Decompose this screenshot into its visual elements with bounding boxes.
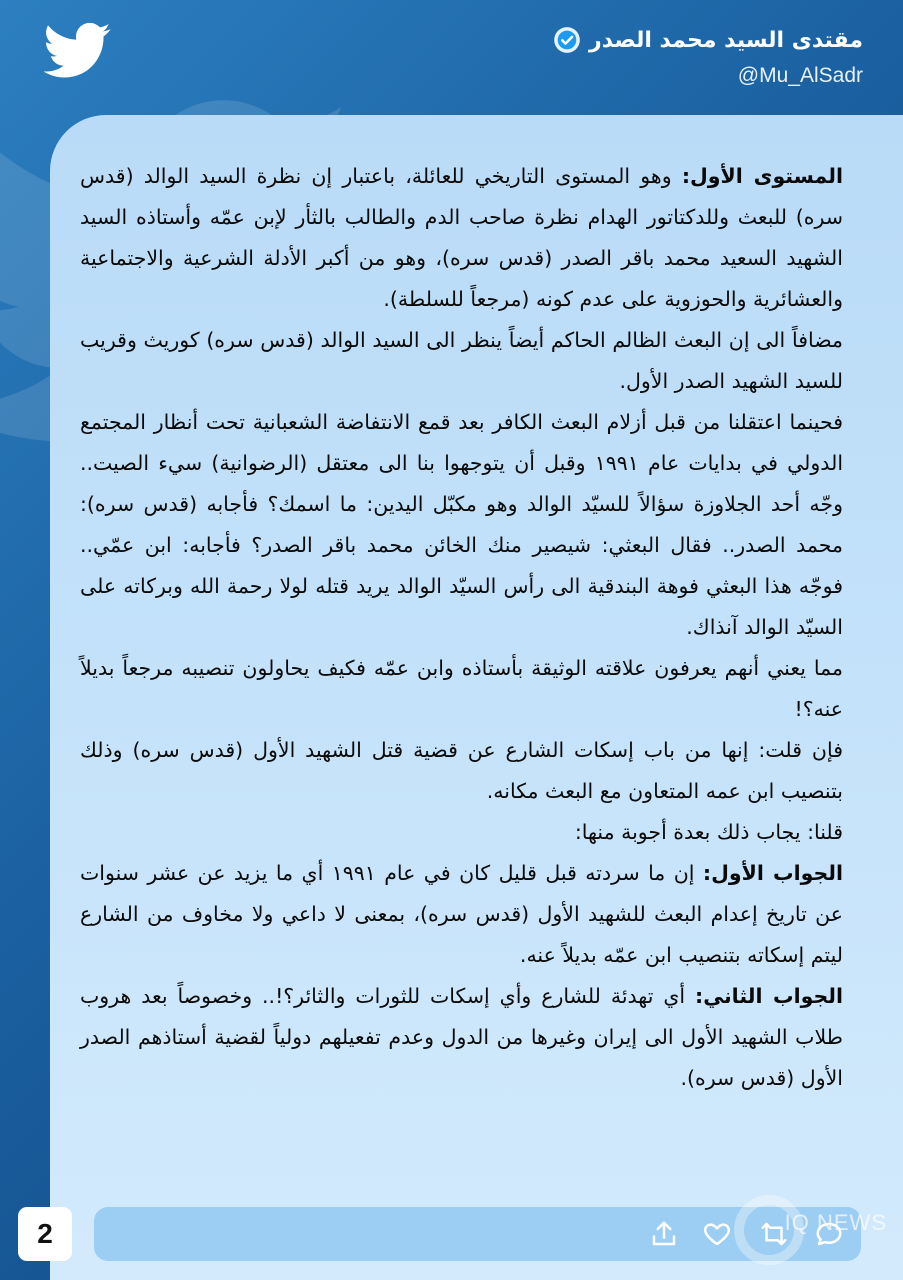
tweet-header	[0, 0, 903, 120]
paragraph	[80, 853, 843, 976]
account-info[interactable]	[553, 26, 863, 88]
paragraph	[80, 812, 843, 853]
paragraph-text: مضافاً الى إن البعث الظالم الحاكم أيضاً ينظر الى السيد الوالد (قدس سره) كوريث وقريب للسيد الشهيد الصدر الأول.	[80, 328, 843, 393]
paragraph	[80, 976, 843, 1099]
paragraph-text: وهو المستوى التاريخي للعائلة، باعتبار إن نظرة السيد الوالد (قدس سره) للبعث وللدكتاتور الهدام نظرة صاحب الدم والطالب بالثأر لإبن عمّه وأستاذه السيد الشهيد السعيد محمد باقر الصدر (قدس سره)، وهو من أكبر الأدلة الشرعية والاجتماعية والعشائرية والحوزوية على عدم كونه (مرجعاً للسلطة).	[80, 164, 843, 311]
page-number-badge: 2	[18, 1207, 72, 1261]
paragraph-text: أي تهدئة للشارع وأي إسكات للثورات والثائر؟!.. وخصوصاً بعد هروب طلاب الشهيد الأول الى إيران وغيرها من الدول وعدم تفعيلهم دولياً لقضية أستاذهم الصدر الأول (قدس سره).	[80, 984, 843, 1090]
paragraph-lead: الجواب الأول:	[702, 861, 843, 885]
paragraph-lead: الجواب الثاني:	[695, 984, 843, 1008]
tweet-body	[80, 156, 843, 1099]
paragraph	[80, 320, 843, 402]
twitter-bird-icon	[44, 22, 112, 78]
paragraph-text: فحينما اعتقلنا من قبل أزلام البعث الكافر بعد قمع الانتفاضة الشعبانية تحت أنظار المجتمع الدولي في بدايات عام ١٩٩١ وقبل أن يتوجهوا بنا الى معتقل (الرضوانية) سيء الصيت.. وجّه أحد الجلاوزة سؤالاً للسيّد الوالد وهو مكبّل اليدين: ما اسمك؟ فأجابه (قدس سره): محمد الصدر.. فقال البعثي: شيصير منك الخائن محمد باقر الصدر؟ فأجابه: ابن عمّي.. فوجّه هذا البعثي فوهة البندقية الى رأس السيّد الوالد يريد قتله لولا رحمة الله وبركاته على السيّد الوالد آنذاك.	[80, 410, 844, 639]
paragraph-text: قلنا: يجاب ذلك بعدة أجوبة منها:	[574, 820, 843, 844]
paragraph	[80, 156, 843, 320]
paragraph	[80, 402, 843, 648]
paragraph-text: فإن قلت: إنها من باب إسكات الشارع عن قضية قتل الشهيد الأول (قدس سره) وذلك بتنصيب ابن عمه المتعاون مع البعث مكانه.	[80, 738, 843, 803]
paragraph	[80, 648, 843, 730]
verified-badge-icon	[553, 26, 581, 54]
account-handle[interactable]: @Mu_AlSadr	[737, 64, 863, 87]
paragraph-text: مما يعني أنهم يعرفون علاقته الوثيقة بأستاذه وابن عمّه فكيف يحاولون تنصيبه مرجعاً بديلاً عنه؟!	[80, 656, 843, 721]
paragraph	[80, 730, 843, 812]
paragraph-lead: المستوى الأول:	[681, 164, 843, 188]
paragraph-text: إن ما سردته قبل قليل كان في عام ١٩٩١ أي ما يزيد عن عشر سنوات عن تاريخ إعدام البعث للشهيد الأول (قدس سره)، بمعنى لا داعي ولا مخاوف من الشارع ليتم إسكاته بتنصيب ابن عمّه بديلاً عنه.	[80, 861, 843, 967]
account-name[interactable]: مقتدى السيد محمد الصدر	[589, 27, 863, 53]
watermark-text: IQ NEWS	[784, 1210, 887, 1235]
